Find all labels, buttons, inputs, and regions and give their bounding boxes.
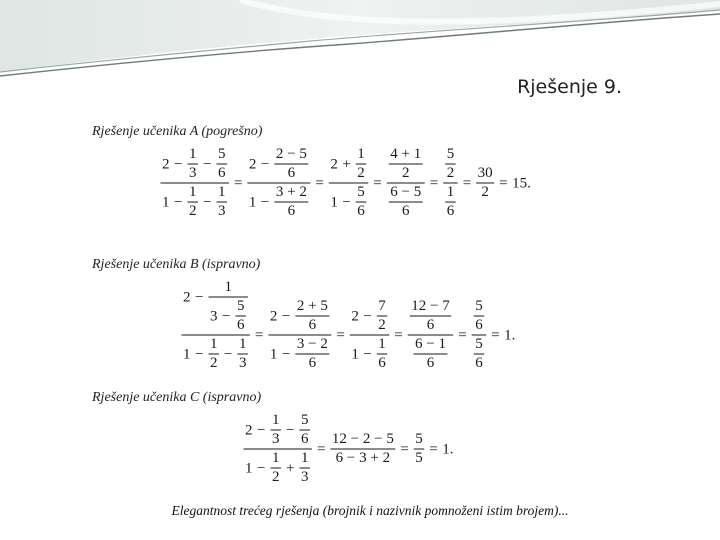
fraction-denominator: 6 bbox=[446, 203, 455, 219]
fraction-numerator: 1 bbox=[188, 146, 197, 162]
fraction-denominator: 5 bbox=[415, 450, 423, 466]
fraction-denominator: 2 bbox=[481, 184, 489, 200]
math-operator: − bbox=[202, 194, 212, 211]
fraction-numerator: 5 bbox=[475, 298, 483, 314]
fraction-numerator: 1 bbox=[238, 336, 247, 352]
math-operator: − bbox=[174, 194, 183, 211]
fraction-numerator: 1 bbox=[271, 412, 280, 428]
math-operator: = bbox=[400, 441, 409, 458]
fraction-numerator: 12 − 2 − 5 bbox=[331, 431, 394, 447]
math-operator: = bbox=[462, 175, 472, 192]
fraction-numerator: 5 bbox=[217, 146, 226, 162]
fraction-denominator: 6 bbox=[308, 317, 317, 333]
fraction-numerator: 7 bbox=[378, 298, 386, 314]
math-operator: − bbox=[195, 346, 204, 363]
fraction-numerator: 6 − 5 bbox=[390, 184, 422, 200]
slide-caption: Elegantnost trećeg rješenja (brojnik i nazivnik pomnoženi istim brojem)... bbox=[171, 503, 569, 518]
math-operator: − bbox=[202, 156, 212, 173]
fraction-denominator: 3 bbox=[271, 431, 280, 447]
fraction-denominator: 6 bbox=[401, 203, 410, 219]
math-number: 1 bbox=[245, 460, 253, 477]
solution-b-label: Rješenje učenika B (ispravno) bbox=[92, 257, 261, 272]
fraction-denominator: 3 bbox=[300, 469, 309, 485]
math-number: 3 bbox=[209, 308, 218, 325]
fraction-numerator: 1 bbox=[378, 336, 386, 352]
slide-title: Rješenje 9. bbox=[517, 76, 622, 98]
fraction-numerator: 1 bbox=[446, 184, 455, 200]
math-operator: − bbox=[285, 422, 295, 439]
math-operator: = bbox=[429, 175, 439, 192]
math-number: 1 bbox=[351, 346, 359, 363]
fraction-denominator: 2 bbox=[271, 469, 280, 485]
fraction-denominator: 6 bbox=[378, 355, 386, 371]
math-number: 1 bbox=[224, 279, 232, 295]
math-operator: − bbox=[363, 346, 372, 363]
math-operator: = bbox=[458, 327, 467, 344]
math-operator: + bbox=[342, 156, 351, 173]
math-operator: − bbox=[260, 156, 270, 173]
math-operator: = bbox=[491, 327, 500, 344]
math-number: 1 bbox=[183, 346, 191, 363]
math-operator: − bbox=[223, 346, 233, 363]
fraction-denominator: 6 bbox=[357, 203, 365, 219]
fraction-denominator: 6 bbox=[426, 317, 435, 333]
fraction-numerator: 12 − 7 bbox=[411, 298, 450, 314]
math-number: 2 bbox=[245, 422, 253, 439]
fraction-numerator: 1 bbox=[217, 184, 226, 200]
fraction-numerator: 30 bbox=[477, 165, 493, 181]
math-operator: − bbox=[281, 346, 291, 363]
math-operator: = bbox=[254, 327, 264, 344]
fraction-numerator: 5 bbox=[300, 412, 309, 428]
math-operator: = bbox=[233, 175, 243, 192]
math-number: 1 bbox=[248, 194, 257, 211]
fraction-denominator: 6 bbox=[217, 165, 226, 181]
fraction-denominator: 2 bbox=[378, 317, 386, 333]
fraction-numerator: 6 − 1 bbox=[415, 336, 446, 352]
fraction-denominator: 2 bbox=[209, 355, 218, 371]
math-operator: − bbox=[257, 422, 266, 439]
solution-a-label: Rješenje učenika A (pogrešno) bbox=[92, 124, 263, 139]
fraction-denominator: 6 bbox=[426, 355, 435, 371]
fraction-denominator: 3 bbox=[188, 165, 197, 181]
fraction-numerator: 1 bbox=[188, 184, 197, 200]
fraction-numerator: 5 bbox=[357, 184, 365, 200]
fraction-numerator: 4 + 1 bbox=[390, 146, 422, 162]
fraction-denominator: 3 bbox=[238, 355, 247, 371]
fraction-denominator: 6 bbox=[308, 355, 317, 371]
fraction-denominator: 2 bbox=[446, 165, 455, 181]
math-operator: − bbox=[363, 308, 372, 325]
math-operator: = bbox=[429, 441, 438, 458]
math-operator: = bbox=[373, 175, 382, 192]
math-operator: = bbox=[394, 327, 403, 344]
fraction-denominator: 6 bbox=[287, 203, 296, 219]
math-operator: = bbox=[315, 175, 324, 192]
math-number: 2 bbox=[248, 156, 257, 173]
math-operator: − bbox=[257, 460, 266, 477]
fraction-numerator: 2 − 5 bbox=[275, 146, 307, 162]
math-number: 2 bbox=[351, 308, 359, 325]
fraction-denominator: 2 bbox=[357, 165, 365, 181]
fraction-numerator: 5 bbox=[446, 146, 455, 162]
math-number: 1. bbox=[442, 441, 454, 458]
fraction-numerator: 3 + 2 bbox=[275, 184, 307, 200]
math-operator: − bbox=[195, 289, 204, 306]
fraction-numerator: 1 bbox=[300, 450, 309, 466]
fraction-denominator: 6 bbox=[475, 317, 483, 333]
fraction-numerator: 5 bbox=[236, 298, 245, 314]
math-number: 2 bbox=[162, 156, 170, 173]
math-operator: = bbox=[316, 441, 326, 458]
math-operator: = bbox=[336, 327, 345, 344]
solution-c-label: Rješenje učenika C (ispravno) bbox=[92, 390, 262, 405]
fraction-denominator: 3 bbox=[217, 203, 226, 219]
fraction-denominator: 2 bbox=[401, 165, 410, 181]
fraction-numerator: 5 bbox=[415, 431, 423, 447]
fraction-numerator: 1 bbox=[357, 146, 365, 162]
fraction-denominator: 6 bbox=[236, 317, 245, 333]
fraction-numerator: 2 + 5 bbox=[296, 298, 328, 314]
fraction-denominator: 6 − 3 + 2 bbox=[335, 450, 391, 466]
math-number: 2 bbox=[183, 289, 191, 306]
math-operator: = bbox=[499, 175, 508, 192]
math-number: 1. bbox=[504, 327, 516, 344]
fraction-denominator: 2 bbox=[188, 203, 197, 219]
math-number: 15. bbox=[512, 175, 531, 192]
math-number: 2 bbox=[330, 156, 338, 173]
math-number: 1 bbox=[330, 194, 338, 211]
fraction-denominator: 6 bbox=[287, 165, 296, 181]
fraction-denominator: 6 bbox=[475, 355, 483, 371]
math-operator: − bbox=[221, 308, 231, 325]
fraction-numerator: 5 bbox=[475, 336, 483, 352]
math-number: 1 bbox=[162, 194, 170, 211]
math-operator: + bbox=[285, 460, 295, 477]
math-operator: − bbox=[342, 194, 351, 211]
math-number: 2 bbox=[269, 308, 278, 325]
math-operator: − bbox=[260, 194, 270, 211]
math-number: 1 bbox=[269, 346, 278, 363]
math-operator: − bbox=[174, 156, 183, 173]
math-operator: − bbox=[281, 308, 291, 325]
fraction-numerator: 1 bbox=[209, 336, 218, 352]
fraction-numerator: 1 bbox=[271, 450, 280, 466]
fraction-numerator: 3 − 2 bbox=[296, 336, 328, 352]
fraction-denominator: 6 bbox=[300, 431, 309, 447]
